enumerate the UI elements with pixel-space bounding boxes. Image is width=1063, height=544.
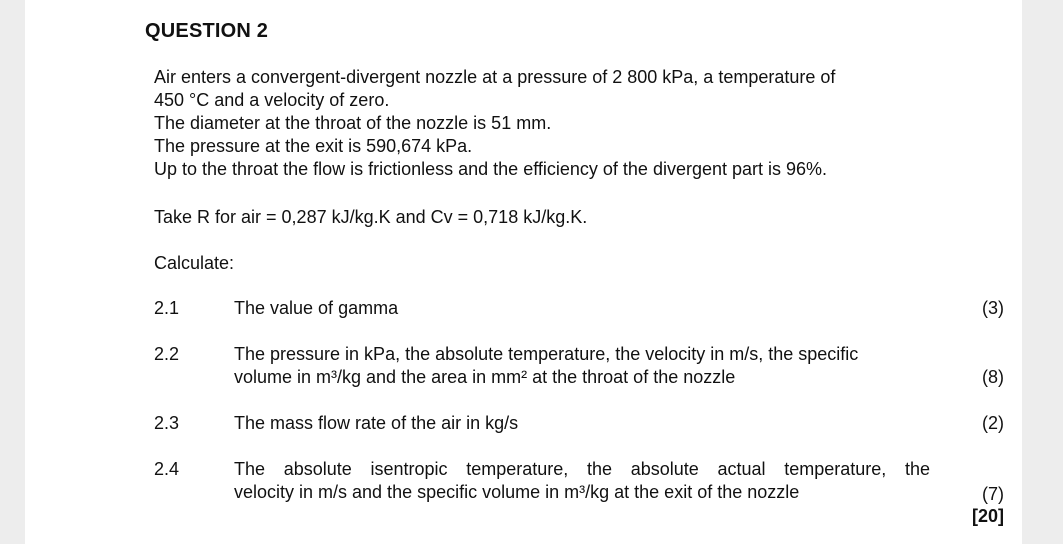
sub-question-line: The pressure in kPa, the absolute temperature, the velocity in m/s, the specific xyxy=(234,344,859,364)
sub-question-line: velocity in m/s and the specific volume in m³/kg at the exit of the nozzle xyxy=(234,482,800,502)
intro-line: Up to the throat the flow is frictionless and the efficiency of the divergent part is 96%. xyxy=(154,159,828,179)
intro-line: The pressure at the exit is 590,674 kPa. xyxy=(154,136,473,156)
sub-question-text xyxy=(234,412,930,435)
given-constants: Take R for air = 0,287 kJ/kg.K and Cv = 0,718 kJ/kg.K. xyxy=(154,207,588,227)
sub-question-line: The value of gamma xyxy=(234,298,399,318)
sub-question-text xyxy=(234,343,930,389)
intro-line: Air enters a convergent-divergent nozzle at a pressure of 2 800 kPa, a temperature of xyxy=(154,67,836,87)
document-page xyxy=(25,0,1022,544)
sub-question-number: 2.2 xyxy=(154,344,180,364)
marks-label: (2) xyxy=(982,413,1004,433)
marks-label: (7) xyxy=(982,484,1004,504)
sub-question-text xyxy=(234,297,930,320)
sub-question-line: The mass flow rate of the air in kg/s xyxy=(234,413,519,433)
intro-line: The diameter at the throat of the nozzle is 51 mm. xyxy=(154,113,552,133)
sub-question-number: 2.1 xyxy=(154,298,180,318)
question-intro xyxy=(154,66,944,181)
calculate-label: Calculate: xyxy=(154,253,235,273)
marks-label: (3) xyxy=(982,298,1004,318)
sub-question-number: 2.3 xyxy=(154,413,180,433)
sub-question-line: The absolute isentropic temperature, the absolute actual temperature, the xyxy=(234,459,930,479)
sub-question-line: volume in m³/kg and the area in mm² at the throat of the nozzle xyxy=(234,367,736,387)
sub-question-number: 2.4 xyxy=(154,459,180,479)
intro-line: 450 °C and a velocity of zero. xyxy=(154,90,390,110)
question-heading: QUESTION 2 xyxy=(145,20,269,42)
marks-label: (8) xyxy=(982,367,1004,387)
total-marks: [20] xyxy=(971,506,1004,526)
sub-question-text xyxy=(234,458,930,504)
